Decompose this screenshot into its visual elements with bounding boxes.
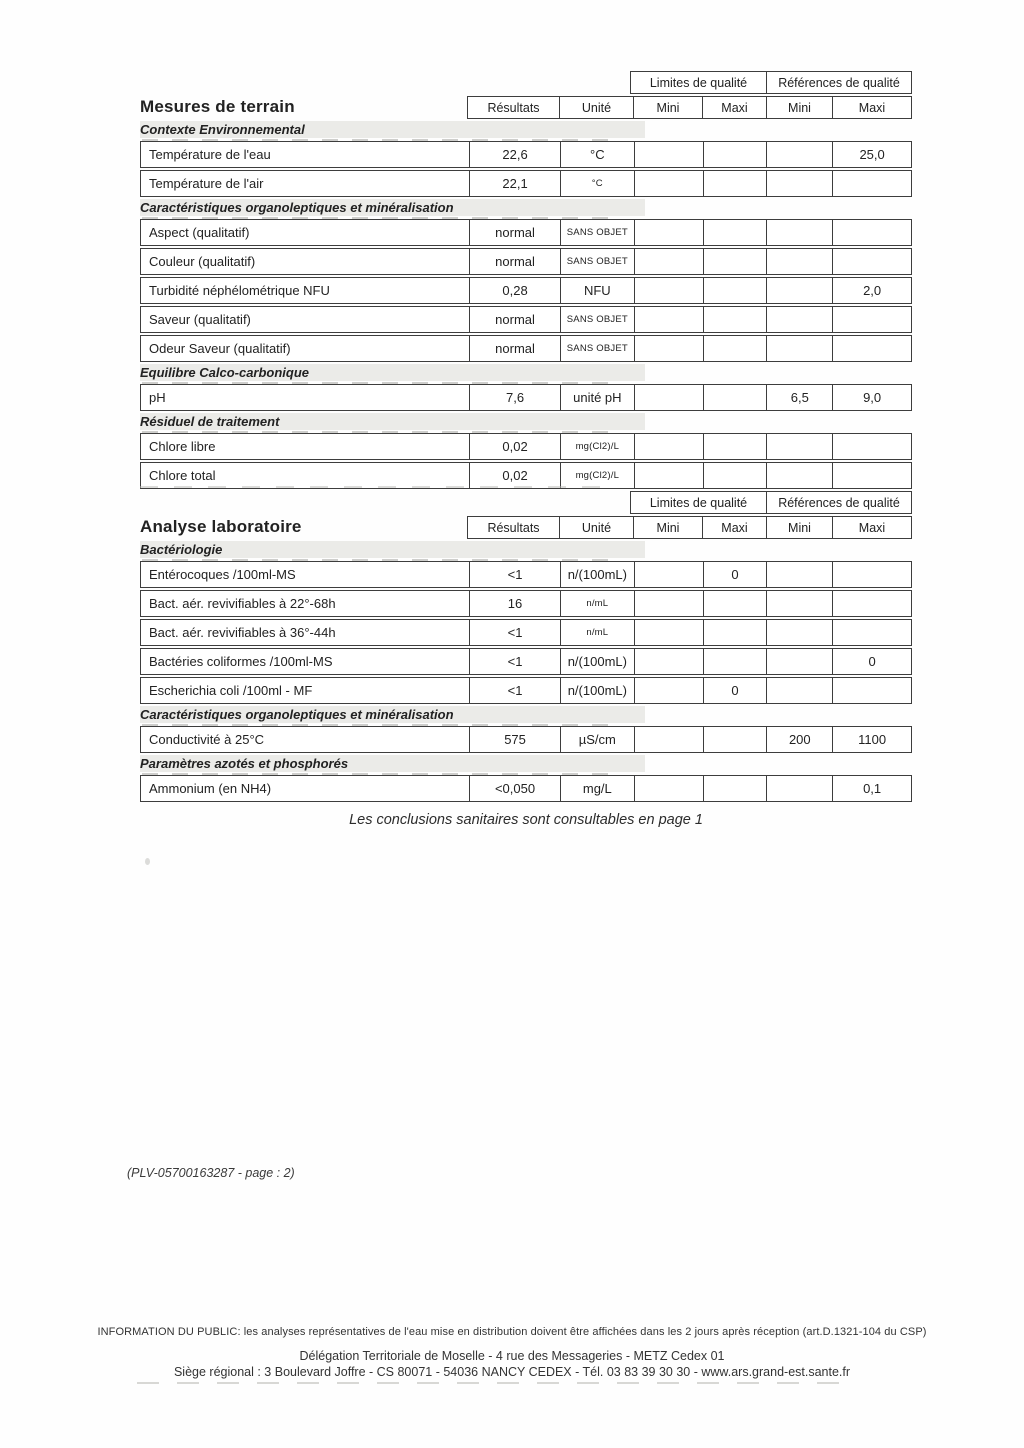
unit-value: NFU [560,278,634,303]
limit-maxi-value [703,336,767,361]
unit-value: °C [560,142,634,167]
resultats-column-header: Résultats [487,100,540,115]
reference-mini-value [766,649,832,674]
limit-mini-value [634,463,703,488]
table-row [140,141,912,168]
reference-maxi-value: 2,0 [832,278,911,303]
parameter-label: Bact. aér. revivifiables à 36°-44h [149,625,336,640]
parameter-label: Escherichia coli /100ml - MF [149,683,313,698]
table-row [140,219,912,246]
reference-maxi-value [832,307,911,332]
parameter-label: Turbidité néphélométrique NFU [149,283,330,298]
parameter-label: Chlore total [149,468,216,483]
result-value: normal [469,249,560,274]
table-title: Analyse laboratoire [140,517,302,536]
reference-mini-value [766,620,832,645]
limit-mini-value [634,171,703,196]
limit-maxi-value [703,220,767,245]
limit-maxi-value: 0 [703,562,767,587]
parameter-label: Température de l'eau [149,147,271,162]
section-title: Bactériologie [140,542,223,557]
limit-maxi-value [703,463,767,488]
limit-mini-value [634,220,703,245]
section-header [140,121,912,139]
table-row [140,677,912,704]
section-header [140,541,912,559]
result-value: <1 [469,562,560,587]
unit-value: unité pH [560,385,634,410]
reference-maxi-value: 0 [832,649,911,674]
result-value: <1 [469,649,560,674]
result-value: normal [469,336,560,361]
references-mini-column-header: Mini [766,97,832,118]
section-header [140,755,912,773]
table-row [140,384,912,411]
reference-mini-value [766,307,832,332]
parameter-label: Conductivité à 25°C [149,732,265,747]
column-header-row [467,516,912,539]
table-row [140,306,912,333]
references-maxi-column-header: Maxi [832,517,911,538]
unit-value: n/mL [560,620,634,645]
resultats-column-header: Résultats [487,520,540,535]
table-title-area [140,71,467,119]
limit-maxi-value [703,385,767,410]
scan-artifact-speck [145,858,150,865]
parameter-label: Température de l'air [149,176,264,191]
section-title: Caractéristiques organoleptiques et minéralisation [140,200,454,215]
reference-maxi-value: 9,0 [832,385,911,410]
references-maxi-column-header: Maxi [832,97,911,118]
table-header [140,491,912,539]
scan-artifact-line [140,486,610,488]
reference-mini-value [766,336,832,361]
reference-maxi-value [832,562,911,587]
reference-maxi-value [832,620,911,645]
reference-maxi-value: 1100 [832,727,911,752]
table-row [140,590,912,617]
footer-address-line-1: Délégation Territoriale de Moselle - 4 rue des Messageries - METZ Cedex 01 [299,1349,725,1363]
section-rows [140,141,912,197]
section-rows [140,384,912,411]
limites-maxi-column-header: Maxi [702,97,766,118]
section-title: Equilibre Calco-carbonique [140,365,310,380]
table-body [140,121,912,489]
section-rows [140,726,912,753]
section-title: Caractéristiques organoleptiques et minéralisation [140,707,454,722]
section-header [140,413,912,431]
limit-mini-value [634,385,703,410]
reference-maxi-value [832,678,911,703]
result-value: 0,02 [469,463,560,488]
table-column-headers [467,491,912,539]
limit-maxi-value [703,434,767,459]
unite-column-header: Unité [559,517,633,538]
result-value: 22,6 [469,142,560,167]
reference-mini-value [766,678,832,703]
parameter-label: Ammonium (en NH4) [149,781,272,796]
scan-artifact-bottom-line [137,1382,844,1384]
plv-page-note: (PLV-05700163287 - page : 2) [127,1166,295,1180]
parameter-label: Saveur (qualitatif) [149,312,251,327]
table-body [140,541,912,802]
limit-maxi-value [703,307,767,332]
reference-mini-value [766,220,832,245]
reference-maxi-value [832,591,911,616]
result-value: normal [469,307,560,332]
table-row [140,277,912,304]
unit-value: SANS OBJET [560,307,634,332]
reference-mini-value [766,591,832,616]
references-mini-column-header: Mini [766,517,832,538]
unit-value: n/(100mL) [560,649,634,674]
parameter-label: Odeur Saveur (qualitatif) [149,341,291,356]
parameter-label: Bact. aér. revivifiables à 22°-68h [149,596,336,611]
limit-maxi-value [703,620,767,645]
result-value: 0,28 [469,278,560,303]
quality-header-row [467,71,912,94]
reference-mini-value [766,434,832,459]
limit-maxi-value [703,249,767,274]
references-de-qualite-header: Références de qualité [766,71,912,94]
result-value: 16 [469,591,560,616]
limit-maxi-value [703,142,767,167]
reference-mini-value: 6,5 [766,385,832,410]
unit-value: mg/L [560,776,634,801]
reference-maxi-value: 0,1 [832,776,911,801]
reference-mini-value [766,278,832,303]
parameter-label: Chlore libre [149,439,216,454]
public-information-line: INFORMATION DU PUBLIC: les analyses représentatives de l'eau mise en distribution doivent être affichées dans les 2 jours après réception (art.D.1321-104 du CSP) [97,1326,927,1338]
result-value: 7,6 [469,385,560,410]
parameter-label: Couleur (qualitatif) [149,254,256,269]
limit-maxi-value [703,591,767,616]
unite-column-header: Unité [559,97,633,118]
unit-value: mg(Cl2)/L [560,434,634,459]
conclusions-note: Les conclusions sanitaires sont consultables en page 1 [349,812,703,828]
reference-maxi-value [832,434,911,459]
reference-maxi-value [832,171,911,196]
table-column-headers [467,71,912,119]
references-de-qualite-header: Références de qualité [766,491,912,514]
reference-mini-value [766,171,832,196]
limit-mini-value [634,727,703,752]
section-header [140,199,912,217]
limit-mini-value [634,562,703,587]
section-header [140,706,912,724]
table-row [140,433,912,460]
result-value: <0,050 [469,776,560,801]
section-title: Contexte Environnemental [140,122,305,137]
unit-value: SANS OBJET [560,249,634,274]
table-title: Mesures de terrain [140,97,295,116]
analysis-table [140,491,912,804]
section-header [140,364,912,382]
table-header [140,71,912,119]
reference-mini-value [766,142,832,167]
table-row [140,462,912,489]
result-value: 22,1 [469,171,560,196]
column-header-row [467,96,912,119]
limit-maxi-value: 0 [703,678,767,703]
result-value: <1 [469,678,560,703]
table-row [140,648,912,675]
section-rows [140,561,912,704]
limit-maxi-value [703,278,767,303]
unit-value: SANS OBJET [560,220,634,245]
reference-mini-value [766,249,832,274]
reference-mini-value [766,463,832,488]
section-rows [140,433,912,489]
reference-maxi-value [832,249,911,274]
unit-value: SANS OBJET [560,336,634,361]
limit-maxi-value [703,727,767,752]
parameter-label: Bactéries coliformes /100ml-MS [149,654,333,669]
result-value: 0,02 [469,434,560,459]
parameter-label: pH [149,390,166,405]
parameter-label: Entérocoques /100ml-MS [149,567,296,582]
table-row [140,335,912,362]
limites-de-qualite-header: Limites de qualité [630,491,766,514]
limites-maxi-column-header: Maxi [702,517,766,538]
unit-value: n/(100mL) [560,678,634,703]
limit-maxi-value [703,171,767,196]
table-title-area [140,491,467,539]
limites-de-qualite-header: Limites de qualité [630,71,766,94]
table-row [140,248,912,275]
reference-maxi-value [832,463,911,488]
limit-mini-value [634,776,703,801]
limit-mini-value [634,434,703,459]
result-value: normal [469,220,560,245]
section-rows [140,219,912,362]
limit-maxi-value [703,776,767,801]
table-row [140,775,912,802]
result-value: <1 [469,620,560,645]
table-row [140,561,912,588]
limit-mini-value [634,142,703,167]
reference-mini-value [766,776,832,801]
reference-maxi-value [832,336,911,361]
table-row [140,619,912,646]
limites-mini-column-header: Mini [633,517,702,538]
unit-value: mg(Cl2)/L [560,463,634,488]
unit-value: n/(100mL) [560,562,634,587]
unit-value: °C [560,171,634,196]
section-rows [140,775,912,802]
table-row [140,170,912,197]
limites-mini-column-header: Mini [633,97,702,118]
unit-value: µS/cm [560,727,634,752]
reference-mini-value [766,562,832,587]
section-title: Résiduel de traitement [140,414,280,429]
limit-mini-value [634,678,703,703]
footer-address-line-2: Siège régional : 3 Boulevard Joffre - CS 80071 - 54036 NANCY CEDEX - Tél. 03 83 39 30 30 - www.ars.grand-est.sante.fr [173,1365,851,1379]
limit-mini-value [634,620,703,645]
parameter-label: Aspect (qualitatif) [149,225,250,240]
limit-mini-value [634,591,703,616]
quality-header-row [467,491,912,514]
limit-mini-value [634,649,703,674]
limit-mini-value [634,278,703,303]
limit-mini-value [634,336,703,361]
analysis-table [140,71,912,491]
limit-mini-value [634,307,703,332]
reference-maxi-value: 25,0 [832,142,911,167]
result-value: 575 [469,727,560,752]
unit-value: n/mL [560,591,634,616]
reference-maxi-value [832,220,911,245]
limit-mini-value [634,249,703,274]
section-title: Paramètres azotés et phosphorés [140,756,349,771]
limit-maxi-value [703,649,767,674]
table-row [140,726,912,753]
reference-mini-value: 200 [766,727,832,752]
